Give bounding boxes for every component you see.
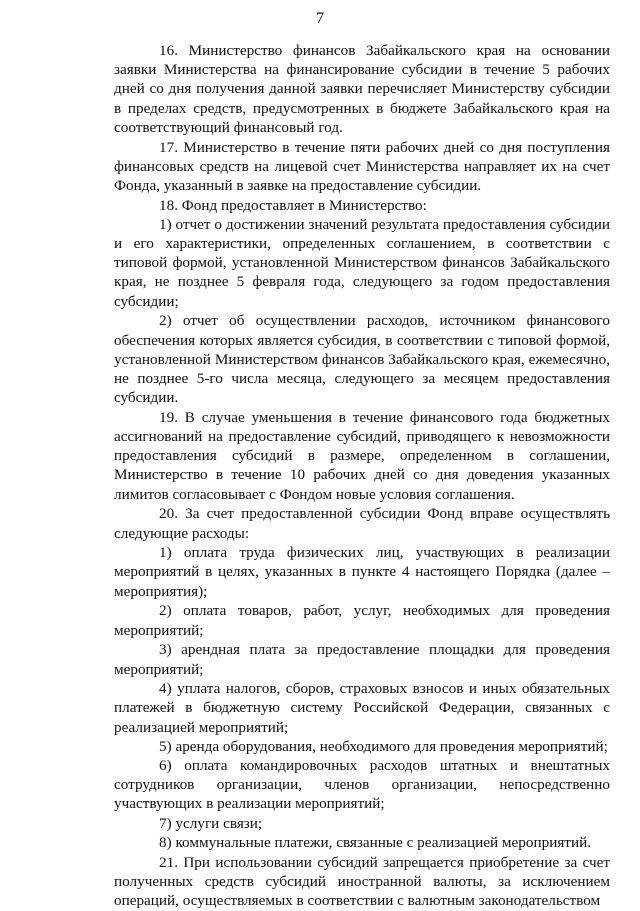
page-number: 7 bbox=[316, 10, 324, 27]
paragraph-16: 16. Министерство финансов Забайкальского края на основании заявки Министерства на финансирование субсидии в течение 5 рабочих дней со дня получения данной заявки перечисляет Министерству субсидии в пределах средств, предусмотренных в бюджете Забайкальского края на соответствующий финансовый год. bbox=[114, 42, 610, 136]
paragraph-18: 18. Фонд предоставляет в Министерство: bbox=[159, 196, 427, 214]
paragraph-20-item-6: 6) оплата командировочных расходов штатных и внештатных сотрудников организации, членов организации, непосредственно участвующих в реализации мероприятий; bbox=[114, 757, 610, 813]
paragraph-18-item-1: 1) отчет о достижении значений результата предоставления субсидии и его характеристики, определенных соглашением, в соответствии с типовой формой, установленной Министерством финансов Забайкальского края, не позднее 5 февраля года, следующего за годом предоставления субсидии; bbox=[114, 215, 610, 310]
paragraph-20-item-7: 7) услуги связи; bbox=[159, 814, 263, 832]
paragraph-21: 21. При использовании субсидий запрещается приобретение за счет полученных средств субсидий иностранной валюты, за исключением операций, осуществляемых в соответствии с валютным законодательством bbox=[114, 854, 610, 910]
paragraph-20-item-2: 2) оплата товаров, работ, услуг, необходимых для проведения мероприятий; bbox=[114, 602, 610, 639]
document-body bbox=[114, 41, 610, 911]
paragraph-20-item-4: 4) уплата налогов, сборов, страховых взносов и иных обязательных платежей в бюджетную систему Российской Федерации, связанных с реализацией мероприятий; bbox=[114, 680, 610, 736]
paragraph-19: 19. В случае уменьшения в течение финансового года бюджетных ассигнований на предоставление субсидий, приводящего к невозможности предоставления субсидий в размере, определенном в соглашении, Министерство в течение 10 рабочих дней со дня доведения указанных лимитов согласовывает с Фондом новые условия соглашения. bbox=[114, 408, 610, 503]
paragraph-20-item-1: 1) оплата труда физических лиц, участвующих в реализации мероприятий в целях, указанных в пункте 4 настоящего Порядка (далее – мероприятия); bbox=[114, 544, 610, 600]
paragraph-18-item-2: 2) отчет об осуществлении расходов, источником финансового обеспечения которых является субсидия, в соответствии с типовой формой, установленной Министерством финансов Забайкальского края, ежемесячно, не позднее 5-го числа месяца, следующего за месяцем предоставления субсидии. bbox=[114, 312, 610, 407]
paragraph-20-item-5: 5) аренда оборудования, необходимого для проведения мероприятий; bbox=[159, 737, 608, 755]
paragraph-17: 17. Министерство в течение пяти рабочих дней со дня поступления финансовых средств на лицевой счет Министерства направляет их на счет Фонда, указанный в заявке на предоставление субсидии. bbox=[114, 138, 610, 194]
paragraph-20: 20. За счет предоставленной субсидии Фонд вправе осуществлять следующие расходы: bbox=[114, 505, 610, 542]
paragraph-20-item-3: 3) арендная плата за предоставление площадки для проведения мероприятий; bbox=[114, 641, 610, 678]
paragraph-20-item-8: 8) коммунальные платежи, связанные с реализацией мероприятий. bbox=[159, 834, 591, 852]
